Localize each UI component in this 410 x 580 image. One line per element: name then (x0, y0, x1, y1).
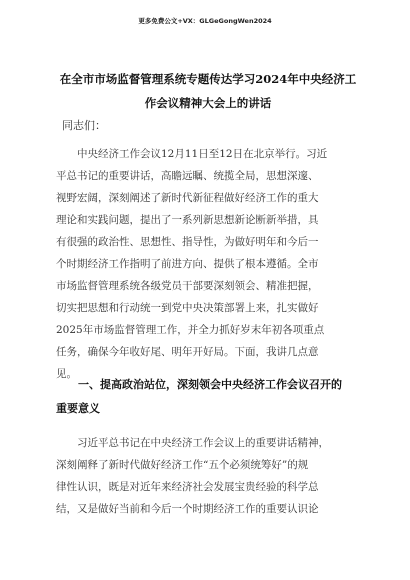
text-line: 个时期经济工作指明了前进方向、提供了根本遵循。全市 (56, 258, 319, 270)
text-line: 切实把思想和行动统一到党中央决策部署上来，扎实做好 (56, 302, 319, 314)
text-line: 2025年市场监督管理工作，并全力抓好岁末年初各项重点 (56, 324, 325, 336)
text-line: 习近平总书记在中央经济工作会议上的重要讲话精神， (56, 437, 329, 449)
title-line: 在全市市场监督管理系统专题传达学习2024年中央经济工 (59, 72, 357, 86)
text-line: 律性认识，既是对近年来经济社会发展宝贵经验的科学总 (56, 481, 319, 493)
text-line: 任务，确保今年收好尾、明年开好局。下面，我讲几点意 (56, 346, 319, 358)
text-line: 市场监督管理系统各级党员干部要深刻领会、精准把握， (56, 280, 319, 292)
title-line: 作会议精神大会上的讲话 (144, 96, 272, 110)
heading-line: 重要意义 (56, 402, 100, 415)
paragraph-1 (56, 143, 361, 385)
text-line: 结，又是做好当前和今后一个时期经济工作的重要认识论 (56, 503, 319, 515)
salutation: 同志们： (62, 119, 106, 132)
text-line: 理论和实践问题，提出了一系列新思想新论断新举措，具 (56, 214, 319, 226)
text-line: 见。 (56, 368, 77, 380)
text-line: 深刻阐释了新时代做好经济工作“五个必须统筹好”的规 (56, 459, 309, 471)
text-line: 平总书记的重要讲话，高瞻远瞩、统揽全局，思想深邃、 (56, 170, 319, 182)
text-line: 有很强的政治性、思想性、指导性，为做好明年和今后一 (56, 236, 319, 248)
heading-line: 一、提高政治站位，深刻领会中央经济工作会议召开的 (56, 378, 342, 391)
section-heading-1 (56, 373, 361, 421)
text-line: 视野宏阔，深刻阐述了新时代新征程做好经济工作的重大 (56, 192, 319, 204)
paragraph-2 (56, 432, 361, 520)
header-note: 更多免费公文+VX：GLGeGongWen2024 (138, 17, 272, 25)
document-title (58, 67, 358, 115)
text-line: 中央经济工作会议12月11日至12日在北京举行。习近 (56, 148, 328, 160)
